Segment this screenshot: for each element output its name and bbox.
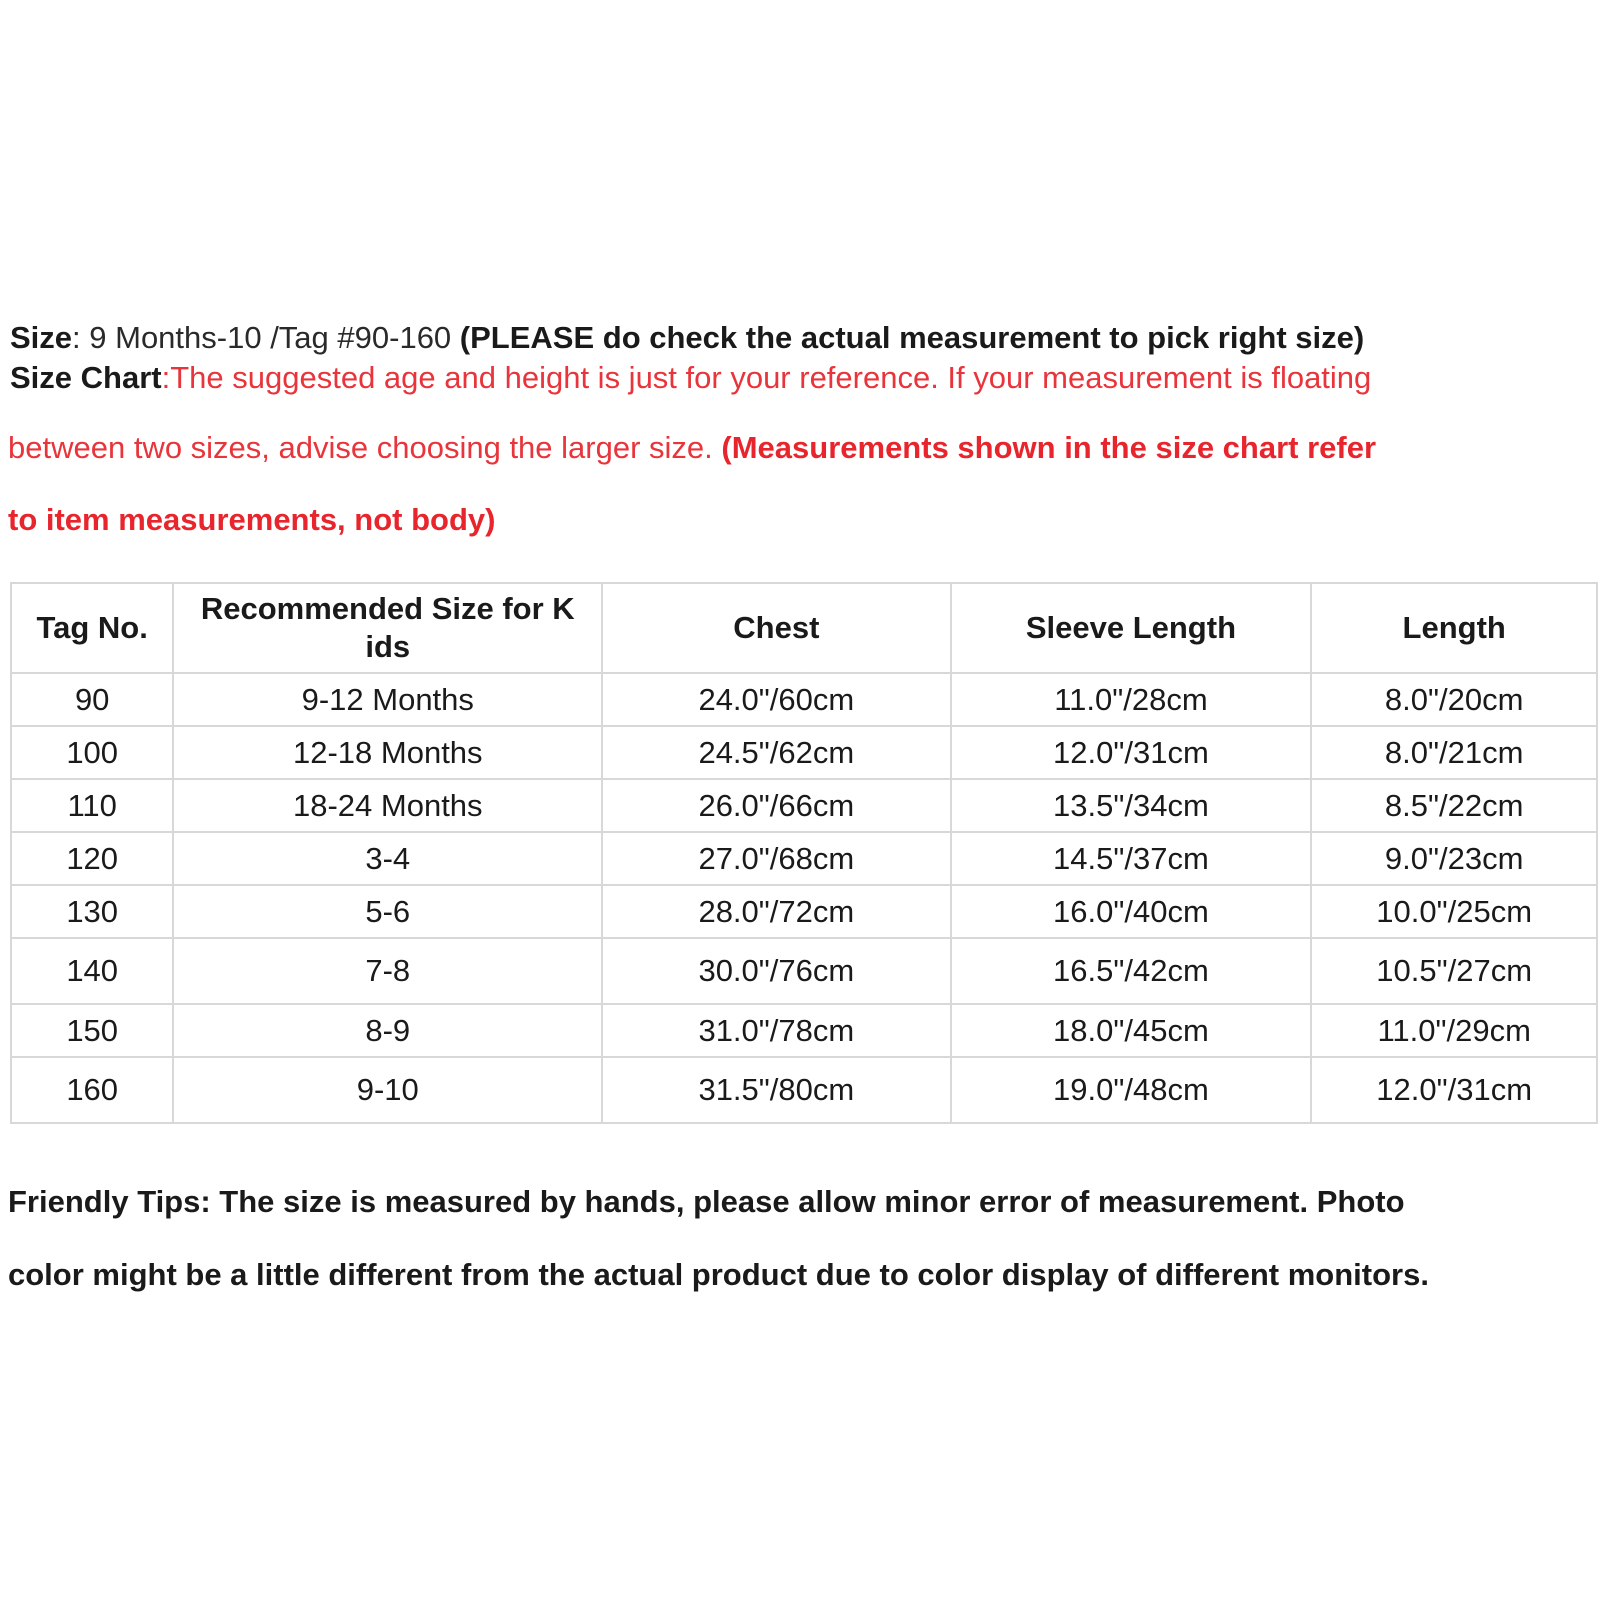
table-row <box>11 726 1597 779</box>
cell-recommended-size: 18-24 Months <box>173 779 602 832</box>
size-chart-line <box>10 358 1570 398</box>
cell-tag-no: 130 <box>11 885 173 938</box>
friendly-tips-line-1: Friendly Tips: The size is measured by hands, please allow minor error of measurement. Photo <box>8 1184 1405 1219</box>
cell-tag-no: 110 <box>11 779 173 832</box>
header-chest: Chest <box>602 583 950 673</box>
cell-recommended-size: 12-18 Months <box>173 726 602 779</box>
cell-chest: 24.5"/62cm <box>602 726 950 779</box>
table-row <box>11 779 1597 832</box>
table-row <box>11 1057 1597 1123</box>
cell-sleeve-length: 18.0"/45cm <box>951 1004 1312 1057</box>
cell-length: 9.0"/23cm <box>1311 832 1597 885</box>
friendly-tips <box>8 1182 1588 1328</box>
friendly-tips-line-2: color might be a little different from the actual product due to color display of different monitors. <box>8 1257 1429 1292</box>
cell-chest: 27.0"/68cm <box>602 832 950 885</box>
header-length: Length <box>1311 583 1597 673</box>
cell-sleeve-length: 16.0"/40cm <box>951 885 1312 938</box>
cell-chest: 24.0"/60cm <box>602 673 950 726</box>
size-chart-note-line-2 <box>8 430 1568 466</box>
cell-sleeve-length: 13.5"/34cm <box>951 779 1312 832</box>
size-table <box>10 582 1598 1124</box>
cell-chest: 30.0"/76cm <box>602 938 950 1004</box>
cell-recommended-size: 7-8 <box>173 938 602 1004</box>
size-chart-note-bold-3: to item measurements, not body) <box>8 502 496 537</box>
table-row <box>11 938 1597 1004</box>
cell-chest: 26.0"/66cm <box>602 779 950 832</box>
size-info <box>10 318 1570 398</box>
header-tag-no: Tag No. <box>11 583 173 673</box>
size-chart-note-1: The suggested age and height is just for your reference. If your measurement is floating <box>170 360 1372 395</box>
table-row <box>11 1004 1597 1057</box>
size-value: 9 Months-10 /Tag #90-160 <box>80 320 460 355</box>
cell-length: 10.5"/27cm <box>1311 938 1597 1004</box>
cell-tag-no: 90 <box>11 673 173 726</box>
cell-sleeve-length: 12.0"/31cm <box>951 726 1312 779</box>
cell-length: 12.0"/31cm <box>1311 1057 1597 1123</box>
size-label: Size <box>10 320 73 355</box>
cell-chest: 31.5"/80cm <box>602 1057 950 1123</box>
cell-sleeve-length: 19.0"/48cm <box>951 1057 1312 1123</box>
cell-length: 10.0"/25cm <box>1311 885 1597 938</box>
size-chart-note-line-3 <box>8 502 1568 538</box>
cell-length: 8.5"/22cm <box>1311 779 1597 832</box>
cell-chest: 28.0"/72cm <box>602 885 950 938</box>
table-row <box>11 832 1597 885</box>
cell-tag-no: 160 <box>11 1057 173 1123</box>
cell-recommended-size: 8-9 <box>173 1004 602 1057</box>
cell-tag-no: 140 <box>11 938 173 1004</box>
cell-length: 8.0"/20cm <box>1311 673 1597 726</box>
size-colon: : <box>72 320 81 355</box>
cell-recommended-size: 9-12 Months <box>173 673 602 726</box>
size-chart-colon: : <box>161 360 171 395</box>
cell-tag-no: 120 <box>11 832 173 885</box>
cell-sleeve-length: 16.5"/42cm <box>951 938 1312 1004</box>
cell-recommended-size: 5-6 <box>173 885 602 938</box>
table-row <box>11 673 1597 726</box>
table-row <box>11 885 1597 938</box>
cell-sleeve-length: 11.0"/28cm <box>951 673 1312 726</box>
table-header-row <box>11 583 1597 673</box>
size-chart-label: Size Chart <box>10 360 162 395</box>
header-sleeve-length: Sleeve Length <box>951 583 1312 673</box>
size-chart-note-bold-2: (Measurements shown in the size chart refer <box>721 430 1377 465</box>
size-line <box>10 318 1570 358</box>
cell-length: 11.0"/29cm <box>1311 1004 1597 1057</box>
cell-recommended-size: 3-4 <box>173 832 602 885</box>
cell-recommended-size: 9-10 <box>173 1057 602 1123</box>
cell-sleeve-length: 14.5"/37cm <box>951 832 1312 885</box>
cell-length: 8.0"/21cm <box>1311 726 1597 779</box>
header-recommended-size: Recommended Size for K ids <box>173 583 602 673</box>
cell-tag-no: 100 <box>11 726 173 779</box>
size-chart-note-2: between two sizes, advise choosing the larger size. <box>8 430 722 465</box>
cell-tag-no: 150 <box>11 1004 173 1057</box>
cell-chest: 31.0"/78cm <box>602 1004 950 1057</box>
size-note: (PLEASE do check the actual measurement to pick right size) <box>459 320 1365 355</box>
